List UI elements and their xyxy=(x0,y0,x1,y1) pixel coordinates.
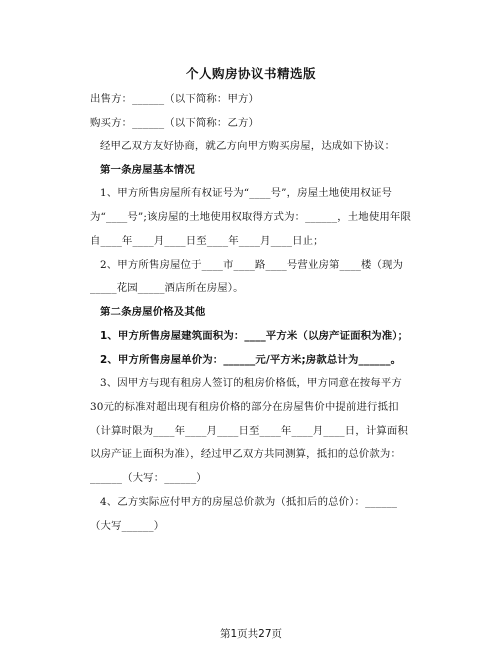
paragraph-line: 4、乙方实际应付甲方的房屋总价款为（抵扣后的总价）：______ xyxy=(100,496,398,508)
paragraph-line: 30元的标准对超出现有租房价格的部分在房屋售价中提前进行抵扣 xyxy=(90,401,399,413)
document-title: 个人购房协议书精选版 xyxy=(185,66,316,81)
paragraph-line: （计算时限为____年____月____日至____年____月____日，计算面积 xyxy=(90,425,409,437)
section-heading-2: 第二条房屋价格及其他 xyxy=(100,306,206,318)
paragraph-line: 1、甲方所售房屋所有权证号为“____号”，房屋土地使用权证号 xyxy=(100,187,393,199)
paragraph-line: （大写______） xyxy=(90,520,165,532)
seller-line: 出售方：______（以下简称：甲方） xyxy=(90,93,260,105)
paragraph-line: 2、甲方所售房屋位于____市____路____号营业房第____楼（现为 xyxy=(100,259,404,271)
section-heading-1: 第一条房屋基本情况 xyxy=(100,164,195,176)
paragraph-line: 2、甲方所售房屋单价为：______元/平方米;房款总计为______。 xyxy=(100,354,402,366)
page-number-footer: 第1页共27页 xyxy=(219,628,283,640)
preamble-line: 经甲乙双方友好协商，就乙方向甲方购买房屋，达成如下协议： xyxy=(100,140,396,152)
paragraph-line: _____花园_____酒店所在房屋）。 xyxy=(90,282,244,294)
paragraph-line: 以房产证上面积为准），经过甲乙双方共同测算，抵扣的总价款为： xyxy=(90,448,402,460)
paragraph-line: 自____年____月____日至____年____月____日止； xyxy=(90,235,324,247)
paragraph-line: 为“____号”;该房屋的土地使用权取得方式为：______，土地使用年限 xyxy=(90,211,412,223)
buyer-line: 购买方：______（以下简称：乙方） xyxy=(90,117,260,129)
paragraph-line: ______（大写：______） xyxy=(90,472,207,484)
paragraph-line: 1、甲方所售房屋建筑面积为：____平方米（以房产证面积为准）； xyxy=(100,330,409,342)
paragraph-line: 3、因甲方与现有租房人签订的租房价格低，甲方同意在按每平方 xyxy=(100,377,402,389)
